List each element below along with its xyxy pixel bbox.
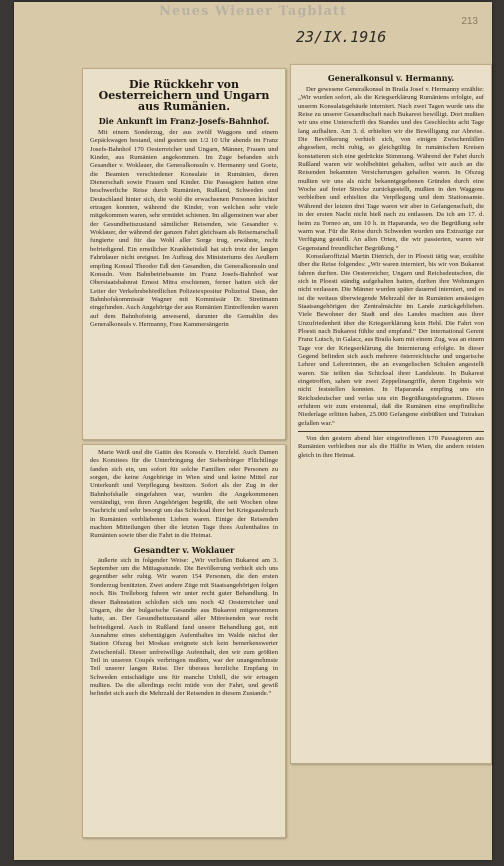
article-paragraph: Von den gestern abend hier eingetroffenen 170 Passagieren aus Rumänien verbleiben nur als die Hälfte in Wien, die andern reisten gleich in ihre Heimat. (298, 435, 484, 459)
article-paragraph: Der gewesene Generalkonsul in Braila Josef v. Hermanny erzählte: „Wir wurden sofort, als die Kriegserklärung Rumäniens erfolgte, auf unserm Konsulatsgebäude interniert. Nach zwei Tagen wurde uns die Reise zu unserer Gesandtschaft nach Bukarest bewilligt. Dort mußten wir uns eine Unterschrift des Standes und des Geschlechts acht Tage lang aufhalten. Am 3. d. erhielten wir die Bewilligung zur Abreise. Die Bevölkerung verhielt sich, von einigen Zwischenfällen abgesehen, recht ruhig, so gleichgültig. In rumänischen Kreisen konstatieren sich eine gedrückte Stimmung. Während der Fahrt durch Rußland waren wir wohlbehütet gehalten, selbst wir auch an die Reisenden bekannten Versicherungen gehalten waren. In Ofszug mußten wir uns als nicht bekanntgegebenen Gründen durch eine Woche auf freier Strecke zurückgestellt, mußten in den Waggons verbleiben und erhielten die Verpflegung und dem Stationsamte. Während der letzten drei Tage waren wir aber in Gefangenschaft, die in der ersten Nacht nicht hieß nach zu entlassen. Da ich am 17. d. heim zu Torneo an, um 10 h. in Haparanda, wo die Begrüßung sehr warm war. Für die Reise durch Schweden wurden uns Extrazüge zur Verfügung gestellt. An allen Orten, die wir passierten, waren wir Gegenstand freundlicher Begrüßung.“ (298, 86, 484, 252)
section-heading-woklauer: Gesandter v. Woklauer (133, 544, 235, 555)
section-body-woklauer (83, 557, 285, 699)
newspaper-masthead: Neues Wiener Tagblatt (159, 4, 347, 19)
article-body (83, 129, 285, 329)
article-paragraph: äußerte sich in folgender Weise: „Wir verließen Bukarest am 3. September um die Mittagsstunde. Die Bevölkerung verhielt sich uns gegenüber sehr ruhig. Wir waren 154 Personen, die den ersten Sonderzug benützten. Zwei andere Züge mit Staatsangehörigen folgen noch. Bis Trelleborg fuhren wir unter recht guter Behandlung. In dieser Bahnstation schloßen sich uns noch 42 Oesterreicher und Ungarn, die der bulgarische Gesandte aus Bukarest mitgenommen hatte, an. Der Gesundheitszustand aller Mitreisenden war recht befriedigend. Auch in Rußland fand unsere Behandlung gut, mit Ausnahme eines siebentägigen Aufenthaltes im Walde nächst der Station Ofszug bei Moskau ereignete sich kein bemerkenswerter Zwischenfall. Dieser unfreiwillige Aufenthalt, den wir zum größten Teil in unseren Coupés verbringen mußten, war der unangenehmste Teil unserer langen Reise. Der überaus herzliche Empfang in Schweden entschädigte uns für manche Unbill, die wir ertragen mußten. Da die allerdings recht müde von der Fahrt, und gewiß befindet sich auch die Mehrzahl der Reisenden in diesem Zustande.“ (90, 556, 278, 698)
article-paragraph: Marie Weiß und die Gattin des Konsuls v. Herzfeld. Auch Damen des Komitees für die Unterbringung der Siebenbürger Flüchtlinge fanden sich ein, um sofort für solche Familien oder Personen zu sorgen, die keine Angehörige in Wien sind und keine Mittel zur Unterkunft und Verpflegung besitzen. Sofort als der Zug in der Bahnhofshalle eingefahren war, wurden die Angekommenen verständigt, von ihren Angehörigen begrüßt, die seit Wochen ohne Nachricht und sehr besorgt um das Schicksal ihrer bei Kriegsausbruch in Rumänien verbliebenen Lieben waren. Einige der Reisenden machten Mitteilungen über die letzten Tage ihres Aufenthaltes in Rumänien sowie über die Fahrt in die Heimat. (90, 449, 278, 540)
archive-sheet (14, 2, 492, 860)
article-paragraph: Konsularoffizial Martin Dietrich, der in Ploesti tätig war, erzählte über die Reise folgendes: „Wir waren interniert, bis wir von Bukarest fahren durften. Die Oesterreicher, Ungarn und Reichsdeutschen, die sich in Ploesti ständig aufgehalten hatten, durften ihre Wohnungen nicht verlassen. Die Männer wurden später dauernd interniert, und es ist die weitaus überwiegende Mehrzahl der in Rumänien ansässigen Staatsangehörigen der Zentralmächte im Lande zurückgeblieben. Viele Bewohner der Stadt und des Landes machten aus ihrer Unzufriedenheit über die Kriegserklärung kein Hehl. Die Fahrt von Ploesti nach Bukarest fühlte und empfand.“ Der international Gerent Franz Lutsch, in Galacz, aus Braila kam mit einem Zug, was an einem Tage vor der Kriegserklärung die Internierung erfolgte. In dieser Gegend befinden sich auch mehrere österreichische und ungarische Lehrer und Lehrerinnen, die an evangelischen Schulen angestellt waren. Sie teilten das Schicksal ihrer Landsleute. In Bukarest eingetroffen, sahen wir zwei Zeppelinangriffe, deren Ergebnis wir nicht feststellen konnten. In Haparanda empfing uns ein Reichsdeutscher und verlas uns ein Begrüßungstelegramm. Dieses erfuhren wir zum erstenmal, daß die Rumänen eine empfindliche Niederlage erlitten haben, 25.000 Gefangene einbüßten und Tutrakan gefallen war.“ (298, 252, 484, 427)
article-subtitle: Die Ankunft im Franz-Josefs-Bahnhof. (98, 116, 270, 126)
article-body-continued (83, 445, 285, 541)
section-body-hermanny (291, 86, 491, 460)
clipping-arrival-report (82, 68, 286, 440)
article-title: Die Rückkehr von Oesterreichern und Ungarn aus Rumänien. (98, 78, 270, 113)
archive-page-number: 213 (461, 16, 478, 27)
divider-rule (298, 431, 484, 432)
clipping-continuation (82, 444, 286, 838)
section-heading-hermanny: Generalkonsul v. Hermanny. (327, 73, 455, 83)
article-paragraph: Mit einem Sonderzug, der aus zwölf Waggons und einem Gepäckwagen bestand, sind gestern um 1/2 10 Uhr abends im Franz Josefs-Bahnhof 170 Oesterreicher und Ungarn, Männer, Frauen und Kinder, aus Rumänien angekommen. Im Zuge befanden sich Gesandter v. Woklauer, die Generalkonsuln v. Hermanny und Goetz, die Beamten verschiedener Konsulate in Rumänien, deren Dienerschaft sowie Frauen und Kinder. Die Passagiere hatten eine beschwerliche Reise durch Rumänien, Rußland, Schweden und Deutschland hinter sich, die wohl die erwachsenen Personen leichter ertragen konnten, während die Kinder, von welchen sehr viele mitgekommen waren, sehr ermüdet schienen. Im allgemeinen war aber der Gesundheitszustand sämtlicher Reisenden, wie Gesandter v. Woklauer, der während der ganzen Fahrt gleichsam als Reisemarschall fungierte und für das Wohl aller Sorge trug, erwähnte, recht befriedigend. Ein ernstlicher Krankheitsfall hat sich trotz der langen Fahrtdauer nicht ereignet. Im Auftrag des Ministeriums des Aeußern empfing Konsul Theodor Edl den Gesandten, die Generalkonsuln und Konsuln. Vom Bahnbetriebsamte im Franz Josefs-Bahnhof war Oberstaatsbahnrat Ernest Mitra erschienen, ferner hatten sich der Leiter der Verkehrsbehördlichen Polizeiexpositur Polizeiral Daus, der Bahnhofskommissär Wagner mit Kommissär Dr. Streitmann eingefunden. Auch Angehörige der aus Rumänien Eintreffenden waren auf dem Bahnhofsteig anwesend, darunter die Gemahlin des Generalkonsuls v. Hermanny, Frau Kammersängerin (90, 129, 278, 328)
handwritten-date: 23/IX.1916 (296, 28, 387, 46)
clipping-consul-report (290, 64, 492, 764)
